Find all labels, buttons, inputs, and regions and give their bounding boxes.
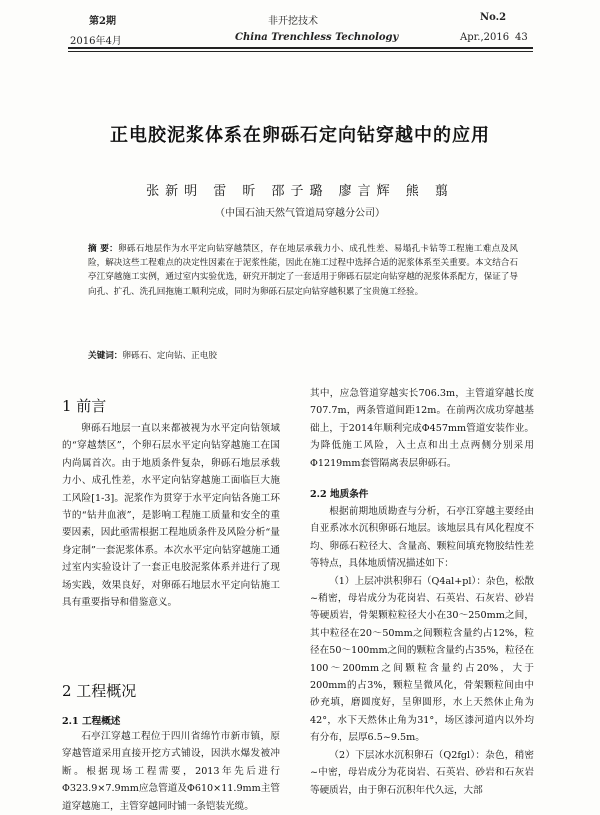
section-2-2-layer-2: （2）下层冰水沉积卵石（Q2fgl）：杂色，稍密~中密，母岩成分为花岗岩、石英岩、砂岩和石灰岩等硬质岩，由于卵石沉积年代久远，大部 [310,749,534,796]
header-rule-thin [68,51,533,52]
header-rule-thick [68,47,533,49]
section-2-1-paragraph: 石亭江穿越工程位于四川省绵竹市新市镇，原穿越管道采用直接开挖方式铺设，因洪水爆发被冲断。根据现场工程需要，2013年先后进行Φ323.9×7.9mm应急管道及Φ610×11.9mm主管道穿越施工，主管穿越同时铺一条铠装光缆。 [62,731,280,812]
issue-number: 第2期 [89,16,116,27]
section-2-2-heading: 2.2 地质条件 [310,489,369,500]
abstract [88,242,518,299]
date-cn: 2016年4月 [70,36,122,47]
abstract-text: 卵砾石地层作为水平定向钻穿越禁区，存在地层承载力小、成孔性差、易塌孔卡钻等工程施工难点及风险，解决这些工程难点的决定性因素在于泥浆性能，因此在施工过程中选择合适的泥浆体系至关重要。本文结合石亭江穿越施工实例，通过室内实验优选，研究开制定了一套适用于卵砾石层定向钻穿越的泥浆体系配方，保证了导向孔、扩孔、洗孔回拖施工顺利完成，同时为卵砾石层定向钻穿越积累了宝贵施工经验。 [88,244,518,297]
section-2-2-intro: 根据前期地质勘查与分析，石亭江穿越主要经由自亚系冰水沉积卵砾石地层。该地层具有风化程度不均、卵砾石粒径大、含量高、颗粒间填充物胶结性差等特点，具体地质情况描述如下： [310,506,534,570]
section-1-heading: 1 前言 [62,397,107,415]
journal-name-en: China Trenchless Technology [235,32,399,43]
affiliation: （中国石油天然气管道局穿越分公司） [215,208,385,219]
section-2-heading: 2 工程概况 [62,682,137,700]
journal-name-cn: 非开挖技术 [268,16,318,27]
page-number: 43 [515,32,528,43]
section-2-2-body [310,503,534,799]
abstract-label: 摘 要： [88,244,118,254]
issue-no-en: No.2 [480,12,507,23]
section-1-body [62,420,280,611]
right-column-top [310,385,534,472]
section-2-1-body [62,728,280,815]
section-2-1-continued: 其中，应急管道穿越实长706.3m，主管道穿越长度707.7m，两条管道间距12m。在前两次成功穿越基础上，于2014年顺利完成Φ457mm管道安装作业。为降低施工风险，入土点和出土点两侧分别采用Φ1219mm套管隔离表层卵砾石。 [310,388,534,469]
section-1-paragraph: 卵砾石地层一直以来都被视为水平定向钻领域的“穿越禁区”，个卵石层水平定向钻穿越施工在国内尚属首次。由于地质条件复杂，卵砾石地层承载力小、成孔性差，水平定向钻穿越施工面临巨大施工风险[1-3]。泥浆作为贯穿于水平定向钻各施工环节的“钻井血液”，是影响工程施工质量和安全的重要因素，因此亟需根据工程地质条件及风险分析“量身定制”一套泥浆体系。本次水平定向钻穿越施工通过室内实验设计了一套正电胶泥浆体系并进行了现场实践，效果良好，对卵砾石地层水平定向钻施工具有重要指导和借鉴意义。 [62,423,280,609]
author-list: 张新明 雷 昕 邵子璐 廖言辉 熊 翦 [146,184,454,199]
keywords-label: 关键词： [88,351,123,361]
keywords [88,349,518,361]
date-en: Apr.,2016 [460,32,510,43]
section-2-1-heading: 2.1 工程概述 [62,716,121,727]
keywords-text: 卵砾石、定向钻、正电胶 [122,351,217,361]
article-title: 正电胶泥浆体系在卵砾石定向钻穿越中的应用 [110,125,490,146]
section-2-2-layer-1: （1）上层冲洪积卵石（Q4al+pl）：杂色，松散~稍密，母岩成分为花岗岩、石英岩、石灰岩、砂岩等硬质岩，骨架颗粒粒径大小在30～250mm之间，其中粒径在20～50mm之间颗粒含量约占12%，粒径在50～100mm之间的颗粒含量约占35%，粒径在100～200mm之间颗粒含量约占20%，大于200mm的占3%，颗粒呈微风化，骨架颗粒间由中砂充填，磨圆度好，呈卵圆形，水上天然休止角为42°，水下天然休止角为31°，场区漆河道内以外均有分布，层厚6.5~9.5m。 [310,575,534,744]
